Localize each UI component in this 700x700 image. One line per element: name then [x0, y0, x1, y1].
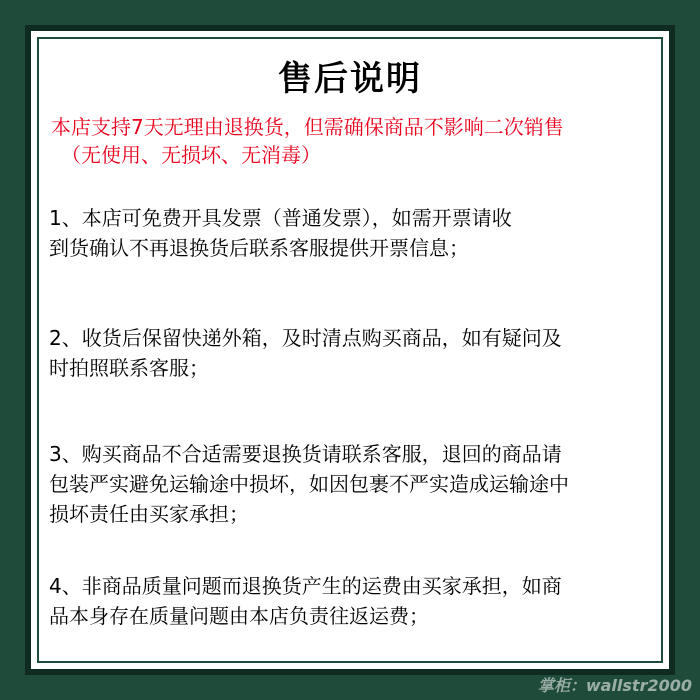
policy-item-1-line-2: 到货确认不再退换货后联系客服提供开票信息； [49, 236, 469, 260]
policy-item-2-line-2: 时拍照联系客服； [49, 356, 209, 380]
policy-item-2-line-1: 2、收货后保留快递外箱，及时清点购买商品，如有疑问及 [49, 326, 562, 350]
policy-item-3-line-3: 损坏责任由买家承担； [49, 502, 249, 526]
after-sales-card [28, 28, 672, 672]
notice-line-1: 本店支持7天无理由退换货，但需确保商品不影响二次销售 [51, 115, 564, 139]
policy-item-4-line-2: 品本身存在质量问题由本店负责往返运费； [49, 604, 429, 628]
policy-item-1 [49, 203, 657, 263]
shop-watermark: 掌柜：wallstr2000 [537, 676, 692, 695]
policy-item-4 [49, 571, 657, 631]
notice-line-2: （无使用、无损坏、无消毒） [61, 143, 321, 167]
return-policy-notice [51, 113, 653, 169]
policy-item-3 [49, 439, 657, 529]
policy-item-3-line-1: 3、购买商品不合适需要退换货请联系客服，退回的商品请 [49, 442, 562, 466]
policy-item-1-line-1: 1、本店可免费开具发票（普通发票），如需开票请收 [49, 206, 512, 230]
policy-item-2 [49, 323, 657, 383]
policy-item-4-line-1: 4、非商品质量问题而退换货产生的运费由买家承担，如商 [49, 574, 562, 598]
page-title: 售后说明 [278, 59, 422, 99]
policy-item-3-line-2: 包装严实避免运输途中损坏，如因包裹不严实造成运输途中 [49, 472, 569, 496]
